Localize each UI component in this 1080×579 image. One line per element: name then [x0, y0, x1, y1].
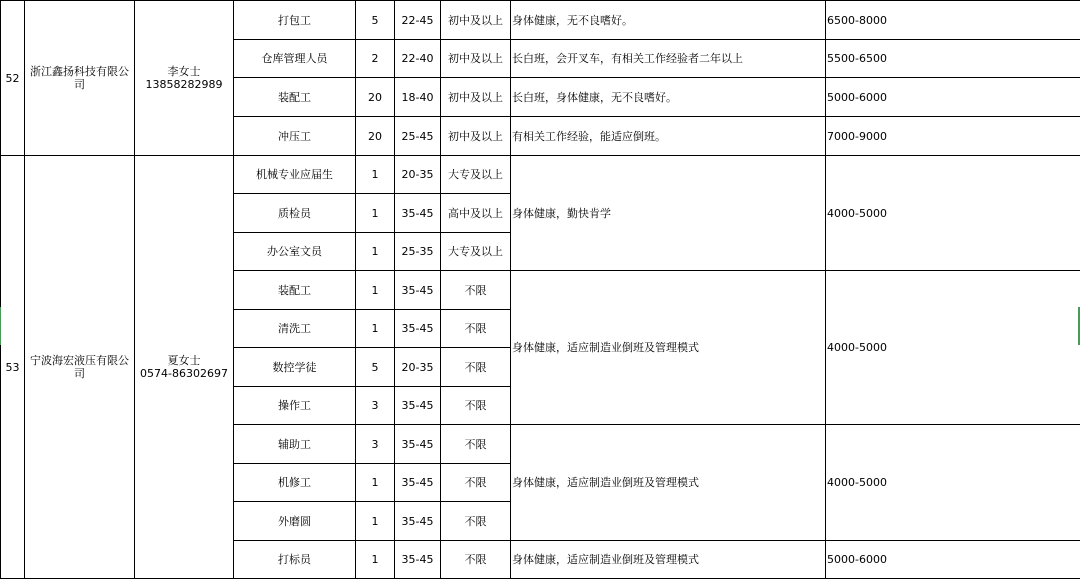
contact-cell	[135, 1, 234, 156]
job-education: 不限	[441, 541, 511, 579]
job-education: 大专及以上	[441, 156, 511, 194]
job-count: 5	[356, 1, 395, 40]
job-title: 冲压工	[234, 117, 356, 156]
job-requirements: 身体健康，勤快肯学	[511, 156, 826, 271]
job-education: 不限	[441, 271, 511, 310]
job-age: 20-35	[395, 348, 441, 387]
job-age: 35-45	[395, 271, 441, 310]
job-education: 初中及以上	[441, 78, 511, 117]
job-title: 仓库管理人员	[234, 40, 356, 78]
job-title: 装配工	[234, 78, 356, 117]
job-age: 35-45	[395, 387, 441, 425]
table-row	[1, 156, 1080, 194]
job-count: 1	[356, 310, 395, 348]
job-education: 不限	[441, 425, 511, 464]
company-number: 53	[1, 156, 25, 579]
job-salary: 7000-9000	[826, 117, 1080, 156]
job-age: 35-45	[395, 541, 441, 579]
job-requirements: 长白班，身体健康，无不良嗜好。	[511, 78, 826, 117]
job-education: 不限	[441, 310, 511, 348]
job-title: 装配工	[234, 271, 356, 310]
job-title: 数控学徒	[234, 348, 356, 387]
company-name: 宁波海宏液压有限公司	[25, 156, 135, 579]
job-education: 不限	[441, 502, 511, 541]
contact-name: 夏女士	[135, 354, 233, 367]
contact-name: 李女士	[135, 65, 233, 78]
job-title: 打标员	[234, 541, 356, 579]
job-requirements: 身体健康，无不良嗜好。	[511, 1, 826, 40]
table-row	[1, 1, 1080, 40]
job-count: 1	[356, 194, 395, 233]
job-age: 25-35	[395, 233, 441, 271]
job-count: 20	[356, 78, 395, 117]
job-count: 1	[356, 156, 395, 194]
job-education: 不限	[441, 348, 511, 387]
job-salary: 4000-5000	[826, 425, 1080, 541]
job-title: 办公室文员	[234, 233, 356, 271]
job-age: 35-45	[395, 194, 441, 233]
job-age: 35-45	[395, 425, 441, 464]
job-count: 20	[356, 117, 395, 156]
job-title: 机械专业应届生	[234, 156, 356, 194]
job-age: 25-45	[395, 117, 441, 156]
job-age: 35-45	[395, 310, 441, 348]
contact-phone: 0574-86302697	[135, 367, 233, 380]
job-count: 3	[356, 387, 395, 425]
job-requirements: 身体健康，适应制造业倒班及管理模式	[511, 541, 826, 579]
job-requirements: 身体健康，适应制造业倒班及管理模式	[511, 425, 826, 541]
job-title: 清洗工	[234, 310, 356, 348]
left-edge-marker	[0, 307, 1, 345]
job-education: 不限	[441, 464, 511, 502]
job-education: 初中及以上	[441, 40, 511, 78]
job-salary: 4000-5000	[826, 271, 1080, 425]
company-name: 浙江鑫扬科技有限公司	[25, 1, 135, 156]
job-requirements: 身体健康，适应制造业倒班及管理模式	[511, 271, 826, 425]
job-education: 初中及以上	[441, 1, 511, 40]
job-count: 1	[356, 233, 395, 271]
job-education: 高中及以上	[441, 194, 511, 233]
job-title: 操作工	[234, 387, 356, 425]
job-count: 1	[356, 271, 395, 310]
job-salary: 5500-6500	[826, 40, 1080, 78]
job-title: 机修工	[234, 464, 356, 502]
job-count: 1	[356, 502, 395, 541]
job-title: 外磨圆	[234, 502, 356, 541]
job-count: 1	[356, 464, 395, 502]
job-count: 5	[356, 348, 395, 387]
job-education: 大专及以上	[441, 233, 511, 271]
job-education: 初中及以上	[441, 117, 511, 156]
job-age: 18-40	[395, 78, 441, 117]
contact-phone: 13858282989	[135, 78, 233, 91]
job-age: 20-35	[395, 156, 441, 194]
company-number: 52	[1, 1, 25, 156]
job-salary: 4000-5000	[826, 156, 1080, 271]
job-age: 22-45	[395, 1, 441, 40]
job-title: 辅助工	[234, 425, 356, 464]
job-count: 3	[356, 425, 395, 464]
job-title: 质检员	[234, 194, 356, 233]
job-requirements: 长白班，会开叉车，有相关工作经验者二年以上	[511, 40, 826, 78]
job-salary: 5000-6000	[826, 78, 1080, 117]
job-education: 不限	[441, 387, 511, 425]
job-salary: 5000-6000	[826, 541, 1080, 579]
job-age: 22-40	[395, 40, 441, 78]
job-count: 1	[356, 541, 395, 579]
job-title: 打包工	[234, 1, 356, 40]
job-age: 35-45	[395, 502, 441, 541]
job-salary: 6500-8000	[826, 1, 1080, 40]
contact-cell	[135, 156, 234, 579]
job-requirements: 有相关工作经验，能适应倒班。	[511, 117, 826, 156]
job-count: 2	[356, 40, 395, 78]
job-age: 35-45	[395, 464, 441, 502]
